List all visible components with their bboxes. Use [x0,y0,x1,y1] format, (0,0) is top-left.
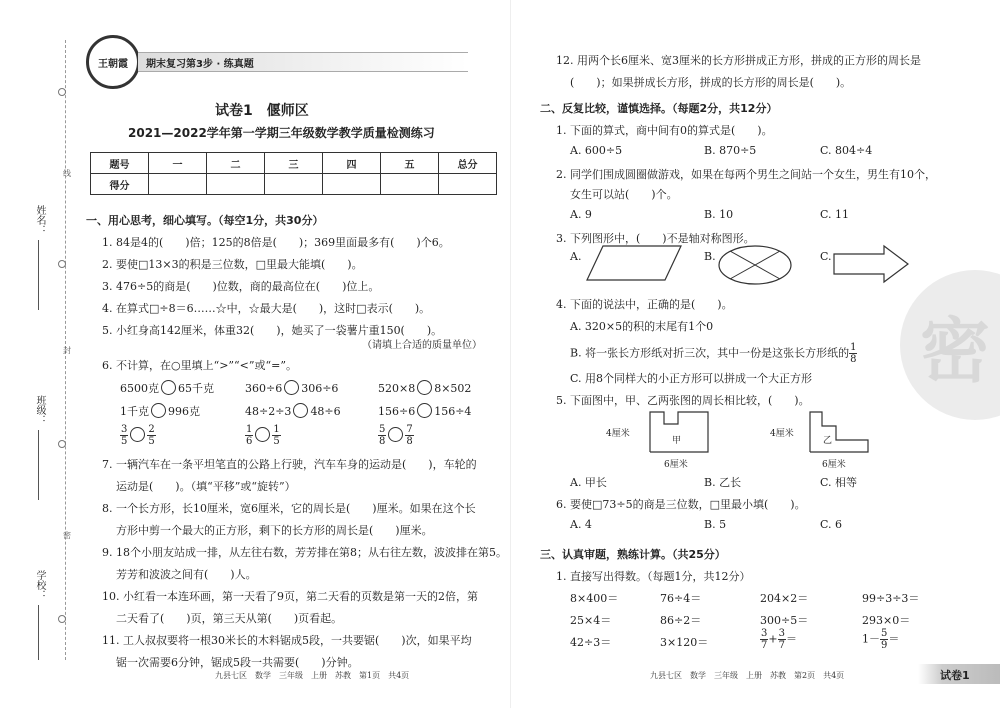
score-cell[interactable] [149,174,207,195]
compare-circle[interactable] [388,427,403,442]
score-table [90,152,497,195]
choice-option[interactable]: A. 甲长 [570,476,607,489]
section3-title: 三、认真审题，熟练计算。（共25分） [540,548,726,561]
fraction: $\frac{5}{8}$ [379,424,386,447]
choice-option[interactable]: A. 9 [570,208,592,221]
school-field[interactable] [38,605,39,660]
exam-subtitle: 2021—2022学年第一学期三年级数学教学质量检测练习 [128,126,435,140]
fraction: $\frac{5}{9}$ [881,628,888,651]
figure-yi-side-label: 4厘米 [770,429,794,439]
calc-item[interactable]: 293×0＝ [862,614,911,627]
figure-jia-name: 甲 [672,436,682,446]
calc-item[interactable]: 86÷2＝ [660,614,702,627]
exam-title: 试卷1 偃师区 [215,103,309,119]
binding-hole [58,88,66,96]
school-label: 学校： [34,570,45,600]
compare-left: 520×8 [378,382,416,395]
fraction: $\frac{1}{5}$ [273,424,280,447]
fraction: $\frac{3}{7}$ [778,628,785,651]
choice-option[interactable]: B. 乙长 [704,476,742,489]
question-10-line2: 二天看了( )页，第三天从第( )页看起。 [116,612,343,625]
compare-right: 306÷6 [301,382,339,395]
name-label: 姓名： [34,205,45,235]
compare-right: 48÷6 [310,405,341,418]
choice-option[interactable]: C. 相等 [820,476,858,489]
binding-hole [58,440,66,448]
compare-right: 996克 [168,405,200,418]
calc-item[interactable]: 3×120＝ [660,636,709,649]
fraction: $\frac{1}{6}$ [246,424,253,447]
choice-option[interactable]: B. 5 [704,518,727,531]
score-row-label: 得分 [91,174,149,195]
equals: ＝ [785,632,797,646]
question-1: 1. 84是4的( )倍；125的8倍是( )；369里面最多有( )个6。 [102,236,450,249]
compare-right: 65千克 [178,382,214,395]
seal-watermark [900,270,1000,420]
question-11-line1: 11. 工人叔叔要将一根30米长的木料锯成5段，一共要锯( )次，如果平均 [102,634,472,647]
equals: ＝ [888,632,900,646]
question-9-line2: 芳芳和波波之间有( )人。 [116,568,257,581]
compare-circle[interactable] [417,403,432,418]
page-tab [918,664,1000,684]
choice-question-6: 6. 要使□73÷5的商是三位数，□里最小填( )。 [556,498,806,511]
header-cell: 题号 [91,153,149,174]
question-3: 3. 476÷5的商是( )位数，商的最高位在( )位上。 [102,280,380,293]
header-cell: 一 [149,153,207,174]
calc-prefix: 1－ [862,632,880,646]
score-table-score-row [91,174,497,195]
page-divider [510,0,511,708]
score-cell[interactable] [265,174,323,195]
parallelogram-figure [585,244,685,284]
choice-option[interactable]: A. 320×5的积的末尾有1个0 [570,320,714,333]
section2-title: 二、反复比较，谨慎选择。（每题2分，共12分） [540,102,778,115]
choice-option[interactable] [570,342,857,365]
choice-option[interactable]: C. 804÷4 [820,144,873,157]
question-10-line1: 10. 小红看一本连环画，第一天看了9页，第二天看的页数是第一天的2倍，第 [102,590,478,603]
class-label: 班级： [34,395,45,425]
choice-option[interactable]: A. 600÷5 [570,144,623,157]
question-11-line2: 锯一次需要6分钟，锯成5段一共需要( )分钟。 [116,656,359,669]
choice-option[interactable]: A. 4 [570,518,592,531]
calc-item[interactable]: $\frac{3}{7}$ + $\frac{3}{7}$ ＝ [761,628,797,651]
choice-question-4: 4. 下面的说法中，正确的是( )。 [556,298,733,311]
seal-mark-mi: 密 [63,531,71,540]
calc-item[interactable]: 300÷5＝ [760,614,809,627]
choice-question-3: 3. 下列图形中，( )不是轴对称图形。 [556,232,755,245]
banner [138,52,468,72]
question-7-line1: 7. 一辆汽车在一条平坦笔直的公路上行驶，汽车车身的运动是( )，车轮的 [102,458,477,471]
choice-option[interactable]: C. 11 [820,208,850,221]
choice-option[interactable]: C. 6 [820,518,843,531]
choice-question-2-line1: 2. 同学们围成圆圈做游戏，如果在每两个男生之间站一个女生，男生有10个， [556,168,936,181]
compare-left: 156÷6 [378,405,416,418]
choice-question-1: 1. 下面的算式，商中间有0的算式是( )。 [556,124,773,137]
choice-option[interactable]: C. [820,250,832,263]
score-table-header-row [91,153,497,174]
calc-question-1: 1. 直接写出得数。（每题1分，共12分） [556,570,751,583]
score-cell[interactable] [323,174,381,195]
choice-option[interactable]: B. 10 [704,208,734,221]
compare-circle[interactable] [161,380,176,395]
question-5: 5. 小红身高142厘米，体重32( )，她买了一袋薯片重150( )。 [102,324,443,337]
question-4: 4. 在算式□÷8＝6……☆中，☆最大是( )，这时□表示( )。 [102,302,431,315]
header-cell: 三 [265,153,323,174]
figure-jia-bottom-label: 6厘米 [664,460,688,470]
binding-margin [0,0,80,708]
fraction: $\frac{2}{5}$ [148,424,155,447]
section1-title: 一、用心思考，细心填写。（每空1分，共30分） [86,214,324,227]
compare-left: 1千克 [120,405,149,418]
question-9-line1: 9. 18个小朋友站成一排，从左往右数，芳芳排在第8；从右往左数，波波排在第5。 [102,546,507,559]
score-cell[interactable] [381,174,439,195]
question-5-note: （请填上合适的质量单位） [362,340,482,351]
choice-option[interactable]: A. [570,250,582,263]
question-2: 2. 要使□13×3的积是三位数，□里最大能填( )。 [102,258,363,271]
figure-yi-name: 乙 [823,436,833,446]
header-cell: 总分 [439,153,497,174]
arrow-figure [832,244,912,284]
calc-item[interactable]: 25×4＝ [570,614,612,627]
question-8-line2: 方形中剪一个最大的正方形，剩下的长方形的周长是( )厘米。 [116,524,433,537]
compare-circle[interactable] [151,403,166,418]
question-8-line1: 8. 一个长方形，长10厘米，宽6厘米，它的周长是( )厘米。如果在这个长 [102,502,476,515]
seal-mark-xian: 线 [63,169,71,178]
choice-question-5: 5. 下面图中，甲、乙两张图的周长相比较，( )。 [556,394,810,407]
calc-item[interactable]: 99÷3÷3＝ [862,592,920,605]
binding-hole [58,615,66,623]
compare-circle[interactable] [130,427,145,442]
banner-text: 期末复习第3步 · 练真题 [146,59,254,70]
fraction: $\frac{3}{7}$ [761,628,768,651]
page-tab-label: 试卷1 [940,669,970,682]
left-page-footer: 九县七区 数学 三年级 上册 苏教 第1页 共4页 [215,671,410,680]
score-cell[interactable] [439,174,497,195]
seal-mark-feng: 封 [63,346,71,355]
question-12-line1: 12. 用两个长6厘米、宽3厘米的长方形拼成正方形，拼成的正方形的周长是 [556,54,921,67]
circle-quarters-figure [715,244,795,288]
figure-jia-shape [648,410,710,454]
choice-option[interactable]: B. [704,250,716,263]
compare-left: 360÷6 [245,382,283,395]
compare-circle[interactable] [417,380,432,395]
logo-text: 王朝霞 [98,58,128,70]
question-7-line2: 运动是( )。（填“平移”或“旋转”） [116,480,296,493]
compare-circle[interactable] [284,380,299,395]
calc-item[interactable] [862,628,899,651]
choice-option[interactable]: B. 870÷5 [704,144,757,157]
seal-watermark-text: 密 [920,309,990,392]
calc-item[interactable]: 204×2＝ [760,592,809,605]
brand-logo [86,35,140,89]
choice-option-text: B. 将一张长方形纸对折三次，其中一份是这张长方形纸的 [570,346,850,360]
fraction: $\frac{7}{8}$ [406,424,413,447]
header-cell: 五 [381,153,439,174]
compare-left: 48÷2÷3 [245,405,292,418]
figure-yi-bottom-label: 6厘米 [822,460,846,470]
header-cell: 四 [323,153,381,174]
compare-circle[interactable] [255,427,270,442]
compare-left: 6500克 [120,382,159,395]
compare-right: 156÷4 [434,405,472,418]
choice-option[interactable]: C. 用8个同样大的小正方形可以拼成一个大正方形 [570,372,813,385]
score-cell[interactable] [207,174,265,195]
figure-yi-shape [808,410,870,454]
fraction: $\frac{3}{5}$ [121,424,128,447]
calc-item[interactable]: 42÷3＝ [570,636,612,649]
question-12-line2: ( )；如果拼成长方形，拼成的长方形的周长是( )。 [570,76,852,89]
calc-item[interactable]: 8×400＝ [570,592,619,605]
question-6: 6. 不计算，在○里填上“>”“<”或“=”。 [102,359,297,372]
figure-jia-side-label: 4厘米 [606,429,630,439]
compare-circle[interactable] [293,403,308,418]
compare-right: 8×502 [434,382,472,395]
name-field[interactable] [38,240,39,310]
calc-item[interactable]: 76÷4＝ [660,592,702,605]
choice-question-2-line2: 女生可以站( )个。 [570,188,678,201]
header-cell: 二 [207,153,265,174]
class-field[interactable] [38,430,39,500]
binding-hole [58,260,66,268]
right-page-footer: 九县七区 数学 三年级 上册 苏教 第2页 共4页 [650,671,845,680]
fraction: $\frac{1}{8}$ [850,342,857,365]
